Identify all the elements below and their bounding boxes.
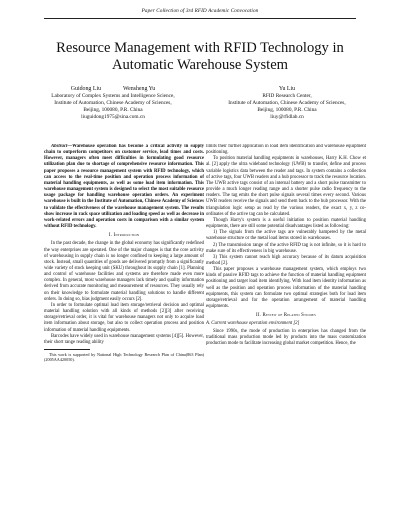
author-names-right	[202, 86, 372, 93]
author-block-right	[202, 86, 372, 121]
header-rule	[44, 18, 356, 19]
affiliation-line: Laboratory of Complex Systems and Intelligence Science,	[51, 93, 175, 100]
author-names-left	[28, 86, 198, 93]
affiliation-line: Institute of Automation, Chinese Academy of Sciences,	[228, 100, 346, 107]
affiliation-line: Beijing, 100080, P.R. China	[257, 107, 317, 114]
author-email: liuy@rfidlab.cn	[270, 114, 304, 121]
abstract	[44, 144, 204, 230]
author-name: Yu Liu	[278, 86, 296, 92]
subsection-heading: A. Current warehouse operation environment [2]	[206, 321, 300, 327]
section-heading-introduction: I. Introduction	[108, 233, 140, 239]
body-paragraph: In order to formulate optimal load item storage/retrieval decision and optimal material handling solution with all kinds of methods [2][3] after receiving storage/retrieval order, it is vital for warehouse managers not only to acquire load item information about storage, but also to collect operation process and position information of material handling equipments.	[44, 302, 204, 333]
body-paragraph: Since 1990s, the mode of production in enterprises has changed from the traditional mass production mode led by products into the mass customization production mode to facilitate increasing global market competition. Hence, the	[206, 328, 366, 346]
list-item: 2) The transmission range of the active RFID tag is not infinite, so it is hard to make sure of its effectiveness in big warehouse.	[206, 242, 366, 254]
body-paragraph: In the past decade, the change in the global economy has significantly redefined the way enterprises are operated. One of the major changes is that the core activity of warehousing in supply chain is no longer confined to keeping a large amount of stock. Instead, small quantities of goods are delivered promptly from a significantly wide variety of stock keeping unit (SKU) throughout its supply chain [1]. Planning and control of warehouse facilities and systems are therefore made even more complex. In general, most warehouse managers lack timely and quality information derived from accurate monitoring and measurement of resources. They usually rely on their knowledge to formulate material handling solutions to handle different orders. In doing so, bias judgment easily occurs [2].	[44, 241, 204, 302]
list-item: 1) The signals from the active tags are vulnerably hampered by the metal warehouse structure or the metal load items stored in warehouses.	[206, 230, 366, 242]
author-email: liuguidong1975@sina.com.cn	[81, 114, 145, 121]
body-paragraph: This paper proposes a warehouse management system, which employs two kinds of passive RFID tags to achieve the function of material handling equipment positioning and target load item identifying. With load item identity information as well as the position and operation process information of the material handling equipments, this system can formulate two optimal strategies both for load item storage/retrieval and for the operation arrangement of material handling equipments.	[206, 267, 366, 310]
affiliation-line: Beijing, 100080, P.R. China	[83, 107, 143, 114]
left-column	[44, 144, 204, 516]
list-item: 3) This system cannot reach high accuracy because of its datum acquisition method [2].	[206, 254, 366, 266]
abstract-label: Abstract—	[51, 144, 73, 149]
affiliation-line: Institute of Automation, Chinese Academy of Sciences,	[54, 100, 172, 107]
author-name: Guidong Liu	[70, 86, 102, 92]
body-paragraph: limits their further application in load item identification and warehouse equipment positioning.	[206, 144, 366, 156]
section-heading-review: II. Review of Related Studies	[256, 313, 316, 319]
footnote-rule	[44, 349, 90, 350]
body-paragraph: Though Harry's system is a useful initiation to position material handling equipments, there are still some potential disadvantages listed as following:	[206, 217, 366, 230]
affiliation-line: RFID Research Center,	[262, 93, 312, 100]
author-section	[28, 86, 372, 126]
footnote: This work is supported by National High Technology Research Plan of China(863 Plan) (2005AA420050).	[44, 351, 204, 362]
abstract-text: Warehouse operation has become a critical activity in supply chain to outperform competitors on customer service, lead times and costs. However, managers often meet difficulties in formulating good resource utilization plan due to shortage of comprehensive resource information. This paper proposes a resource management system with RFID technology, which can access to the real-time position and operation process information of material handling equipments, as well as some load item information. This warehouse management system is designed to select the most suitable resource usage package for handling warehouse operation orders. An experiment warehouse is built in the Institute of Automation, Chinese Academy of Sciences to validate the effectiveness of the warehouse management system. The results show increase in rack space utilization and loading speed as well as decrease in work-related errors and operation costs in comparison with a similar system without RFID technology.	[44, 144, 204, 230]
body-paragraph: To position material handling equipments in warehouses, Harry K.H. Chow et al. [2] apply the ultra wideband technology (UWB) to transfer, define and process variable logistics data between the reader and tags. In system contains a collection of active tags, four UWB readers and a hub processor to track the resource location. The UWB active tags consist of an internal battery and a short pulse transmitter to provide a much longer reading range and a shorter pulse radio frequency to the readers. The tag emits the short pulse signals several times every second. Various UWB readers receive the signals and send them back to the hub processor. With the triangulation logic setup as read by the various readers, the exact x, y, z co-ordinates of the active tag can be calculated.	[206, 156, 366, 217]
right-column	[206, 144, 366, 516]
body-paragraph: Barcodes have widely used in warehouse management systems [4][5]. However, their short range reading ability	[44, 333, 204, 345]
paper-title: Resource Management with RFID Technology in Automatic Warehouse System	[56, 40, 344, 73]
author-block-left	[28, 86, 198, 121]
author-name: Wensheng Yu	[123, 86, 156, 92]
running-head: Paper Collection of 3rd RFID Academic Convocation	[141, 8, 259, 14]
